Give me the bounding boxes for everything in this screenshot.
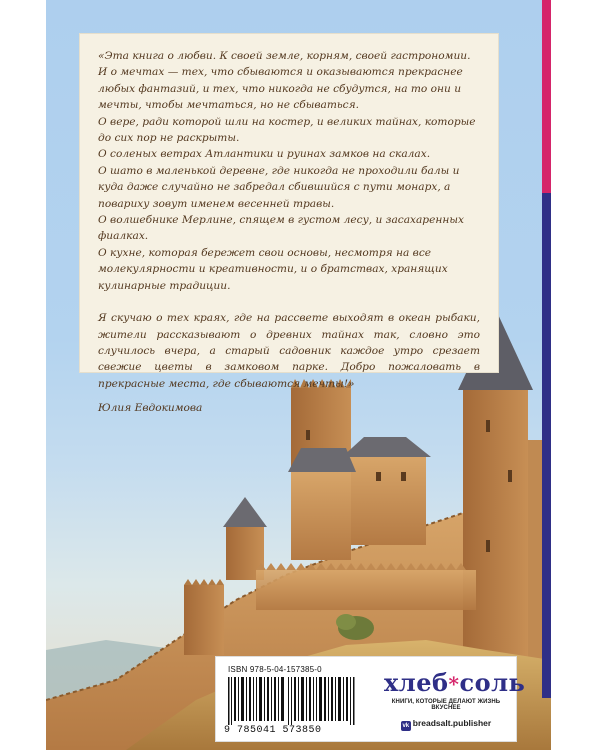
wordmark-asterisk: *	[448, 672, 460, 696]
paragraph-dreams: И о мечтах — тех, что сбываются и оказываются прекраснее любых фантазий, и тех, что никогда не сбудутся, на то они и мечты, чтобы мечтаться, но не сбываться.	[98, 66, 463, 112]
wordmark-left: хлеб	[384, 668, 449, 697]
barcode-panel	[216, 657, 526, 741]
paragraph-love: «Эта книга о любви. К своей земле, корням, своей гастрономии.	[98, 50, 471, 62]
paragraph-spacer	[98, 294, 480, 310]
isbn-label: ISBN 978-5-04-157385-0	[228, 665, 322, 674]
author-name: Юлия Евдокимова	[98, 402, 203, 415]
paragraph-atlantic: О соленых ветрах Атлантики и руинах замков на скалах.	[98, 148, 431, 161]
barcode-image	[228, 677, 358, 725]
publisher-social	[384, 718, 508, 731]
book-back-cover	[46, 0, 551, 750]
paragraph-faith: О вере, ради которой шли на костер, и великих тайнах, которые до сих пор не раскрыты.	[98, 115, 476, 145]
publisher-tagline: КНИГИ, КОТОРЫЕ ДЕЛАЮТ ЖИЗНЬ ВКУСНЕЕ	[391, 699, 501, 711]
publisher-logo	[384, 668, 526, 731]
wordmark-right: соль	[459, 668, 526, 697]
paragraph-chateau: О шато в маленькой деревне, где никогда не проходили балы и куда даже случайно не забредал сбившийся с пути монарх, а повариху зовут именем весенней травы.	[98, 164, 460, 210]
barcode-digits: 9 785041 573850	[224, 725, 322, 736]
publisher-wordmark	[384, 668, 526, 698]
accent-stripe-blue	[542, 193, 551, 698]
vk-icon: vk	[402, 723, 410, 729]
paragraph-merlin: О волшебнике Мерлине, спящем в густом лесу, и засахаренных фиалках.	[98, 214, 464, 243]
annotation-text-card	[80, 34, 498, 415]
paragraph-closing: Я скучаю о тех краях, где на рассвете выходят в океан рыбаки, жители рассказывают о древних тайнах так, словно это случилось вчера, а старый садовник каждое утро срезает свежие цветы в замковом парке. Добро пожаловать в прекрасные места, где сбываются мечты!»	[98, 312, 480, 390]
accent-stripe-pink	[542, 0, 551, 193]
publisher-handle: breadsalt.publisher	[412, 718, 492, 728]
paragraph-cuisine: О кухне, которая бережет свои основы, несмотря на все молекулярности и креативности, и о братствах, хранящих кулинарные традиции.	[98, 246, 448, 292]
